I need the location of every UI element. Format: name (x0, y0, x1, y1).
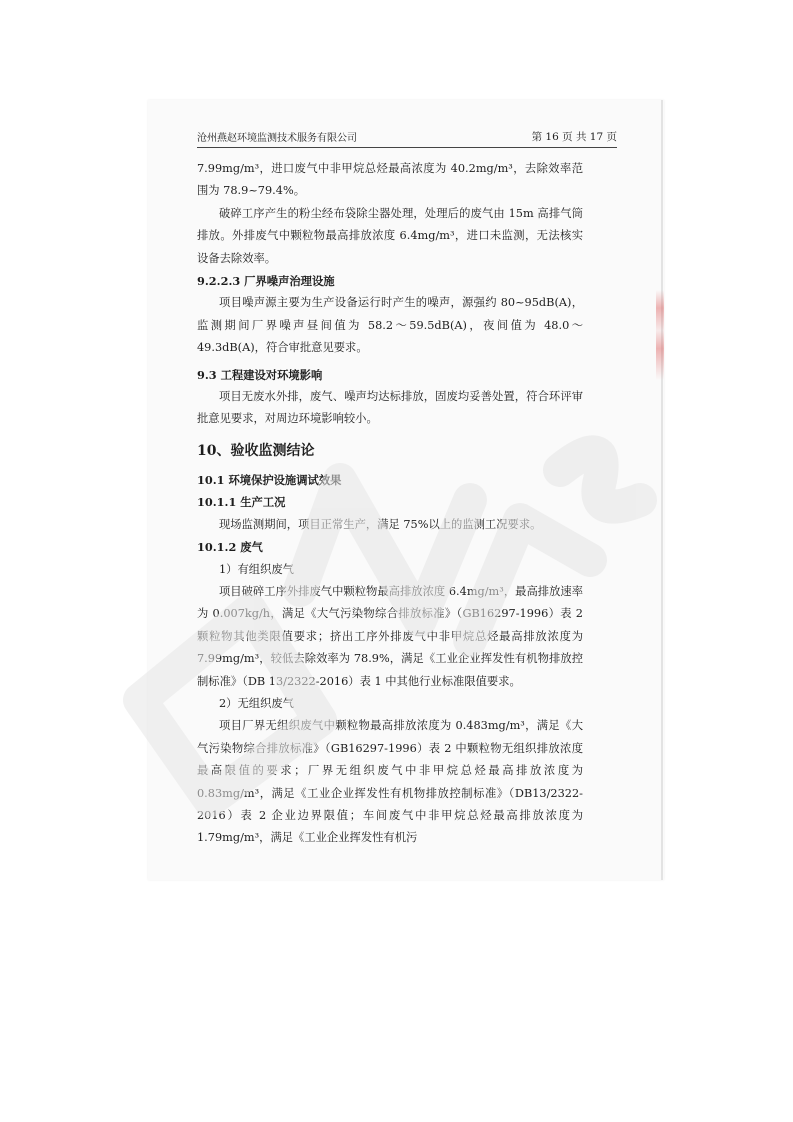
heading-10: 10、验收监测结论 (197, 442, 315, 459)
heading-10-1-1: 10.1.1 生产工况 (197, 495, 286, 510)
header-company: 沧州燕赵环境监测技术服务有限公司 (197, 133, 357, 144)
paragraph-environment-impact: 项目无废水外排，废气、噪声均达标排放，固废均妥善处置，符合环评审批意见要求，对周边环境影响较小。 (197, 390, 583, 426)
heading-9-3: 9.3 工程建设对环境影响 (197, 367, 323, 382)
list-item-unorganized: 2）无组织废气 (219, 696, 294, 710)
paragraph-organized-emission: 项目破碎工序外排废气中颗粒物最高排放浓度 6.4mg/m³，最高排放速率为 0.007kg/h，满足《大气污染物综合排放标准》（GB16297-1996）表 2 颗粒物其他类限值要求；挤出工序外排废气中非甲烷总烃最高排放浓度为 7.99mg/m³，较低去除效率为 78.9%，满足《工业企业挥发性有机物排放控制标准》（DB 13/2322-2016）表 1 中其他行业标准限值要求。 (197, 584, 583, 688)
document-body (197, 158, 583, 850)
page-header (197, 127, 617, 148)
page-edge (661, 100, 663, 880)
header-page-info: 第 16 页 共 17 页 (531, 131, 617, 143)
seal-stamp-edge (656, 290, 664, 380)
heading-10-1-2: 10.1.2 废气 (197, 540, 263, 555)
heading-9-2-2-3: 9.2.2.3 厂界噪声治理设施 (197, 274, 335, 289)
heading-10-1: 10.1 环境保护设施调试效果 (197, 472, 342, 487)
paragraph-noise: 项目噪声源主要为生产设备运行时产生的噪声，源强约 80~95dB(A)，监测期间厂界噪声昼间值为 58.2～59.5dB(A)，夜间值为 48.0～49.3dB(A)，符合审批意见要求。 (197, 296, 583, 355)
paragraph-production: 现场监测期间，项目正常生产，满足 75%以上的监测工况要求。 (219, 517, 542, 531)
paragraph-unorganized-emission: 项目厂界无组织废气中颗粒物最高排放浓度为 0.483mg/m³，满足《大气污染物综合排放标准》（GB16297-1996）表 2 中颗粒物无组织排放浓度最高限值的要求；厂界无组织废气中非甲烷总烃最高排放浓度为 0.83mg/m³，满足《工业企业挥发性有机物排放控制标准》（DB13/2322-2016）表 2 企业边界限值；车间废气中非甲烷总烃最高排放浓度为 1.79mg/m³，满足《工业企业挥发性有机污 (197, 719, 583, 845)
list-item-organized: 1）有组织废气 (219, 562, 294, 576)
paragraph-dust-treatment: 破碎工序产生的粉尘经布袋除尘器处理，处理后的废气由 15m 高排气筒排放。外排废气中颗粒物最高排放浓度 6.4mg/m³，进口未监测，无法核实设备去除效率。 (197, 206, 583, 265)
paragraph-continuation: 7.99mg/m³，进口废气中非甲烷总烃最高浓度为 40.2mg/m³，去除效率范围为 78.9~79.4%。 (197, 162, 583, 198)
